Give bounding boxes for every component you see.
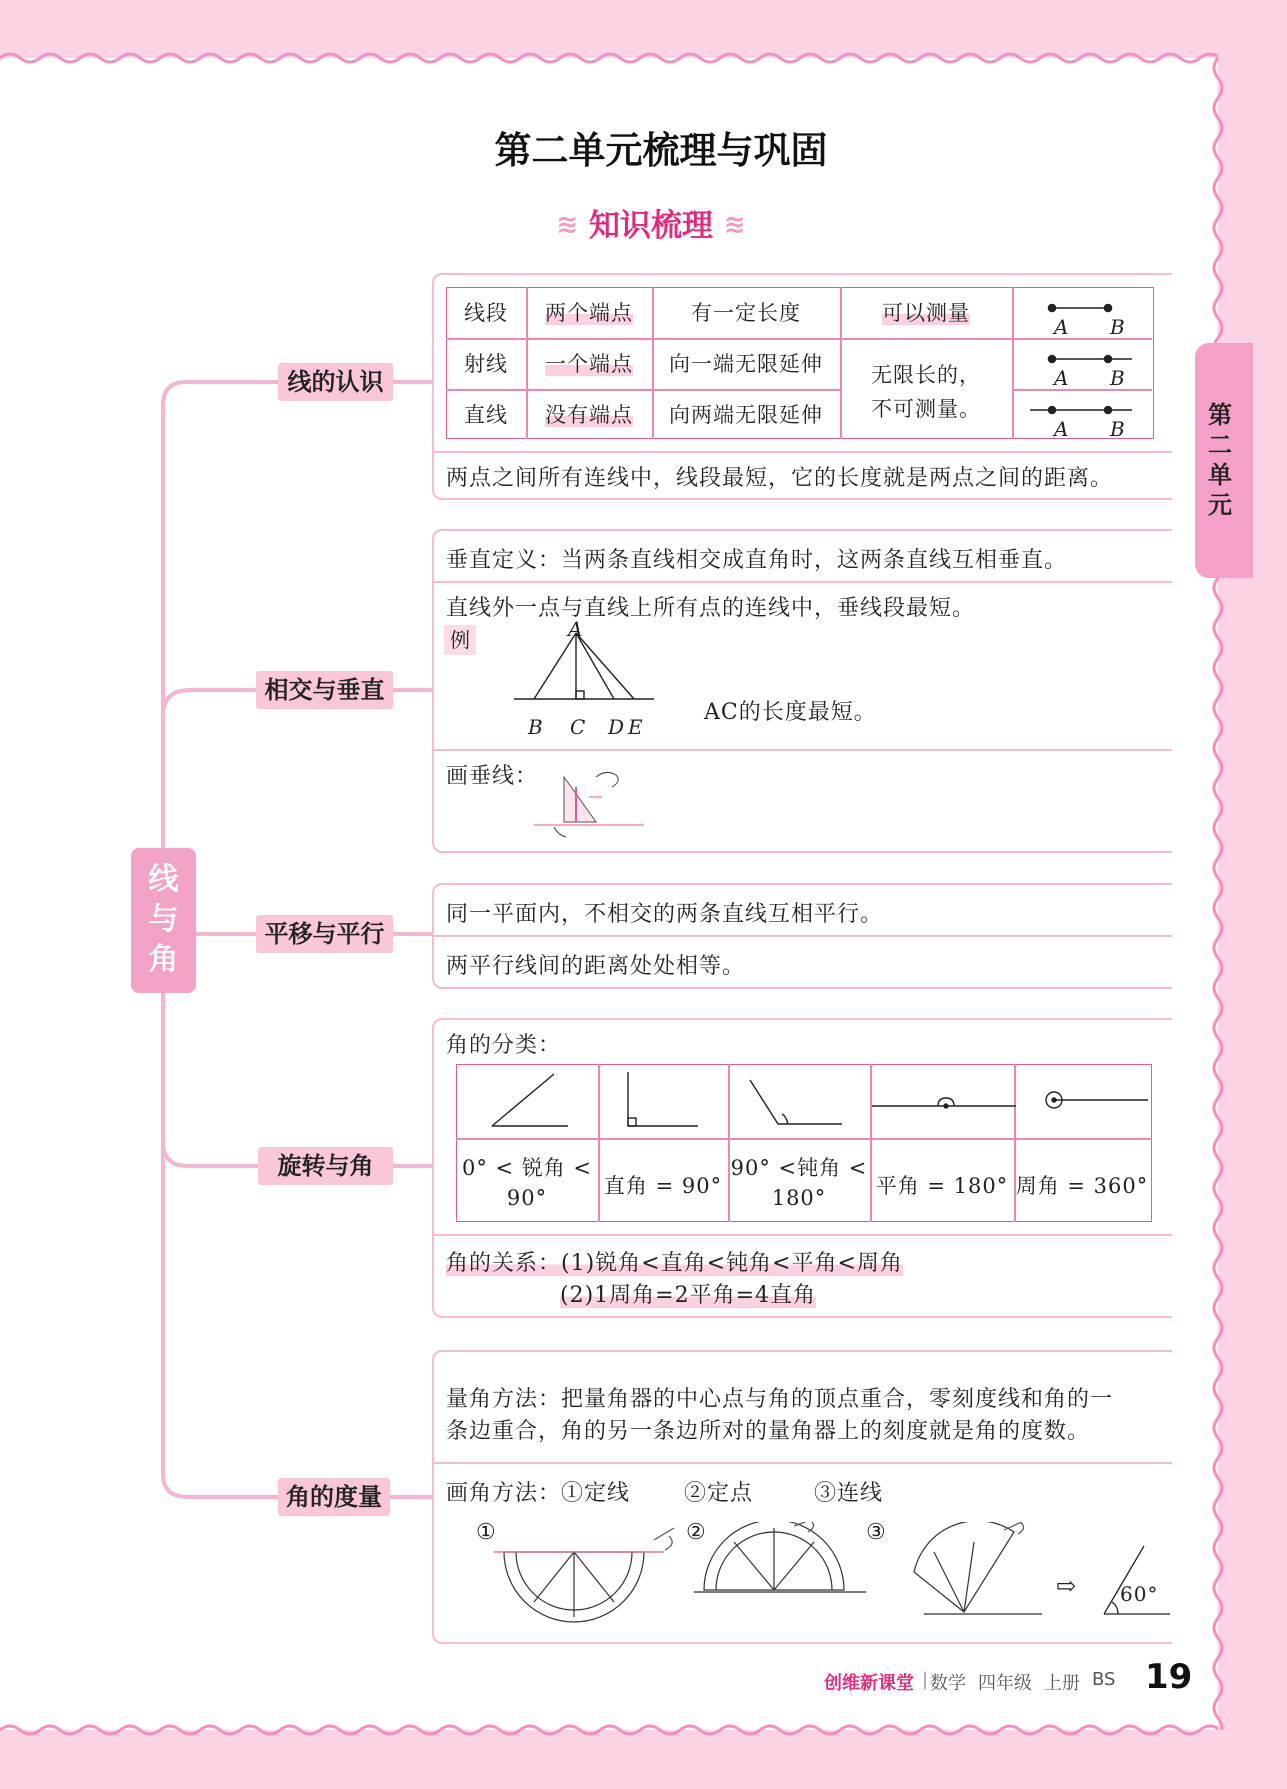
result-angle-diagram: [1100, 1540, 1172, 1620]
angle-type-diagrams: [458, 1066, 1150, 1138]
lines-box: [432, 273, 1172, 500]
point-label-b: B: [1110, 315, 1125, 339]
unit-side-tab-text: 第二单元: [1208, 401, 1232, 519]
wave-decoration-icon: ≋: [556, 210, 579, 240]
angle-straight-label: 平角 = 180°: [875, 1174, 1009, 1198]
row-endpoints-segment: [526, 297, 652, 327]
angle-obtuse-label-2: 180°: [771, 1186, 827, 1210]
parallel-distance: 两平行线间的距离处处相等。: [446, 954, 746, 979]
branch-intersect-perpendicular: 相交与垂直: [256, 671, 393, 709]
branch-translation-parallel: 平移与平行: [256, 915, 393, 953]
angle-relation-1: [446, 1246, 903, 1277]
row-endpoints-line: [526, 399, 652, 429]
draw-angle-step-1: 画角方法：①定线: [446, 1481, 631, 1506]
arrow-icon: ⇨: [1056, 1572, 1078, 1600]
footer-brand: 创维新课堂: [824, 1673, 914, 1694]
angle-relation-2-text: (2)1周角=2平角=4直角: [560, 1283, 817, 1308]
row-endpoints-ray: [526, 348, 652, 378]
circled-2: ②: [686, 1520, 707, 1545]
endpoints-text: 一个端点: [545, 352, 633, 376]
perpendicular-example-diagram: [514, 629, 664, 709]
perpendicular-shortest: 直线外一点与直线上所有点的连线中，垂线段最短。: [446, 596, 976, 621]
footer-grade: 四年级: [978, 1673, 1032, 1694]
point-e: E: [628, 715, 643, 739]
footer-divider: |: [922, 1669, 929, 1690]
point-label-b: B: [1110, 366, 1125, 390]
protractor-steps-drawing: [494, 1522, 1054, 1632]
branch-line-recognition: 线的认识: [278, 363, 393, 401]
page-title: 第二单元梳理与巩固: [494, 129, 828, 172]
angle-obtuse-label: 90° <钝角 <: [730, 1156, 868, 1180]
measure-method-line-1: 量角方法：把量角器的中心点与角的顶点重合，零刻度线和角的一: [446, 1387, 1114, 1412]
footer-volume: 上册: [1044, 1673, 1080, 1694]
root-node: [131, 848, 196, 993]
point-label-a: A: [1054, 417, 1069, 441]
parallel-definition: 同一平面内，不相交的两条直线互相平行。: [446, 902, 884, 927]
angle-full-label: 周角 = 360°: [1015, 1174, 1149, 1198]
page-number: 19: [1145, 1657, 1193, 1697]
draw-perpendicular-label: 画垂线：: [446, 764, 539, 789]
measure-segment-text: 可以测量: [882, 301, 970, 325]
result-angle-label: 60°: [1120, 1582, 1159, 1606]
row-length-segment: 有一定长度: [691, 301, 801, 325]
draw-angle-step-3: ③连线: [814, 1481, 884, 1506]
circled-1: ①: [476, 1520, 497, 1545]
root-node-label: 线与角: [148, 862, 179, 977]
footer-edition: BS: [1092, 1669, 1116, 1690]
endpoints-text: 没有端点: [545, 403, 633, 427]
point-a: A: [568, 617, 583, 641]
angle-classify-label: 角的分类：: [446, 1033, 562, 1058]
point-label-a: A: [1054, 315, 1069, 339]
draw-angle-step-2: ②定点: [684, 1481, 754, 1506]
measure-method-line-2: 条边重合，角的另一条边所对的量角器上的刻度就是角的度数。: [446, 1419, 1091, 1444]
row-length-line: 向两端无限延伸: [669, 403, 823, 427]
circled-3: ③: [866, 1520, 887, 1545]
angle-right-label: 直角 = 90°: [603, 1174, 723, 1198]
point-label-a: A: [1054, 366, 1069, 390]
row-length-ray: 向一端无限延伸: [669, 352, 823, 376]
row-name-segment: 线段: [464, 301, 508, 325]
measure-box: [432, 1350, 1172, 1644]
example-badge: 例: [444, 625, 476, 655]
segment-shortest-note: 两点之间所有连线中，线段最短，它的长度就是两点之间的距离。: [446, 466, 1114, 491]
row-name-line: 直线: [464, 403, 508, 427]
line-diagrams: [1012, 287, 1152, 437]
branch-angle-measure: 角的度量: [278, 1478, 390, 1516]
row-name-ray: 射线: [464, 352, 508, 376]
point-d: D: [608, 715, 625, 739]
measure-other-2: 不可测量。: [871, 397, 981, 421]
parallel-box: [432, 883, 1172, 989]
subtitle-text: 知识梳理: [589, 208, 713, 244]
branch-rotation-angle: 旋转与角: [258, 1147, 393, 1185]
set-square-drawing-icon: [534, 767, 654, 839]
angle-relation-2: [560, 1278, 816, 1309]
point-c: C: [570, 715, 586, 739]
point-b: B: [528, 715, 543, 739]
footer-subject: 数学: [930, 1673, 966, 1694]
endpoints-text: 两个端点: [545, 301, 633, 325]
perpendicular-definition: 垂直定义：当两条直线相交成直角时，这两条直线互相垂直。: [446, 548, 1068, 573]
measure-segment: [840, 297, 1012, 327]
angle-acute-label-2: 90°: [506, 1186, 548, 1210]
perpendicular-box: [432, 529, 1172, 853]
example-conclusion: AC的长度最短。: [704, 700, 877, 725]
measure-other-1: 无限长的，: [871, 363, 981, 387]
angle-relation-1-text: 角的关系：(1)锐角<直角<钝角<平角<周角: [446, 1251, 903, 1276]
wave-decoration-icon: ≋: [723, 210, 746, 240]
angle-acute-label: 0° < 锐角 <: [461, 1156, 593, 1180]
angles-box: [432, 1018, 1172, 1318]
point-label-b: B: [1110, 417, 1125, 441]
